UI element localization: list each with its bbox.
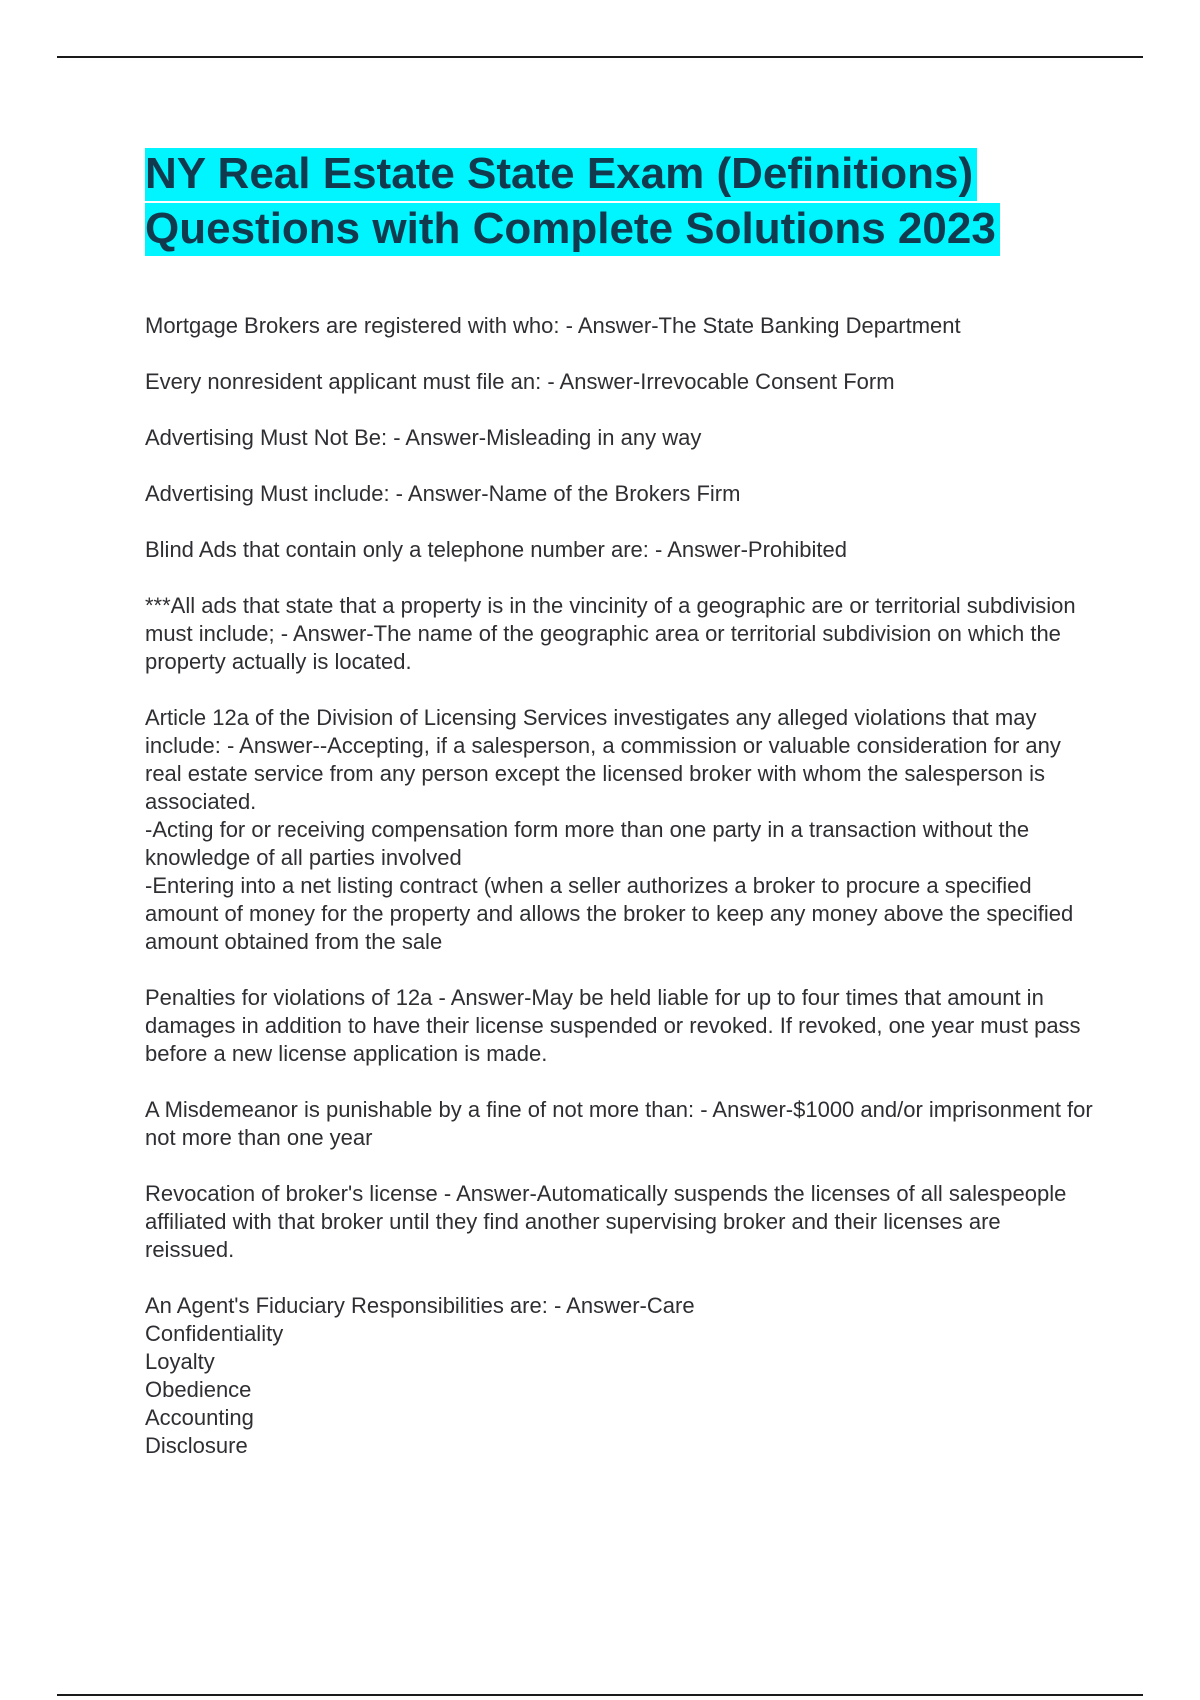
title-line-2: Questions with Complete Solutions 2023 <box>145 203 1000 256</box>
qa-item: An Agent's Fiduciary Responsibilities are: - Answer-Care Confidentiality Loyalty Obedience Accounting Disclosure <box>145 1293 695 1458</box>
title-line-1: NY Real Estate State Exam (Definitions) <box>145 148 977 201</box>
qa-item: Advertising Must Not Be: - Answer-Misleading in any way <box>145 425 702 450</box>
qa-item: Advertising Must include: - Answer-Name of the Brokers Firm <box>145 481 741 506</box>
top-divider <box>57 56 1143 58</box>
document-body <box>145 146 1095 1488</box>
qa-item: Every nonresident applicant must file an: - Answer-Irrevocable Consent Form <box>145 369 895 394</box>
qa-item: Article 12a of the Division of Licensing Services investigates any alleged violations that may include: - Answer--Accepting, if a salesperson, a commission or valuable consideration for any real estate service from any person except the licensed broker with whom the salesperson is associated. -Acting for or receiving compensation form more than one party in a transaction without the knowledge of all parties involved -Entering into a net listing contract (when a seller authorizes a broker to procure a specified amount of money for the property and allows the broker to keep any money above the specified amount obtained from the sale <box>145 705 1074 954</box>
page-title <box>145 146 1095 256</box>
qa-item: ***All ads that state that a property is in the vincinity of a geographic are or territorial subdivision must include; - Answer-The name of the geographic area or territorial subdivision on which the property actually is located. <box>145 593 1076 674</box>
qa-item: A Misdemeanor is punishable by a fine of not more than: - Answer-$1000 and/or imprisonment for not more than one year <box>145 1097 1093 1150</box>
qa-item: Revocation of broker's license - Answer-Automatically suspends the licenses of all salespeople affiliated with that broker until they find another supervising broker and their licenses are reissued. <box>145 1181 1067 1262</box>
qa-item: Blind Ads that contain only a telephone number are: - Answer-Prohibited <box>145 537 847 562</box>
bottom-divider <box>57 1694 1143 1696</box>
qa-item: Mortgage Brokers are registered with who: - Answer-The State Banking Department <box>145 313 961 338</box>
qa-item: Penalties for violations of 12a - Answer-May be held liable for up to four times that amount in damages in addition to have their license suspended or revoked. If revoked, one year must pass before a new license application is made. <box>145 985 1081 1066</box>
